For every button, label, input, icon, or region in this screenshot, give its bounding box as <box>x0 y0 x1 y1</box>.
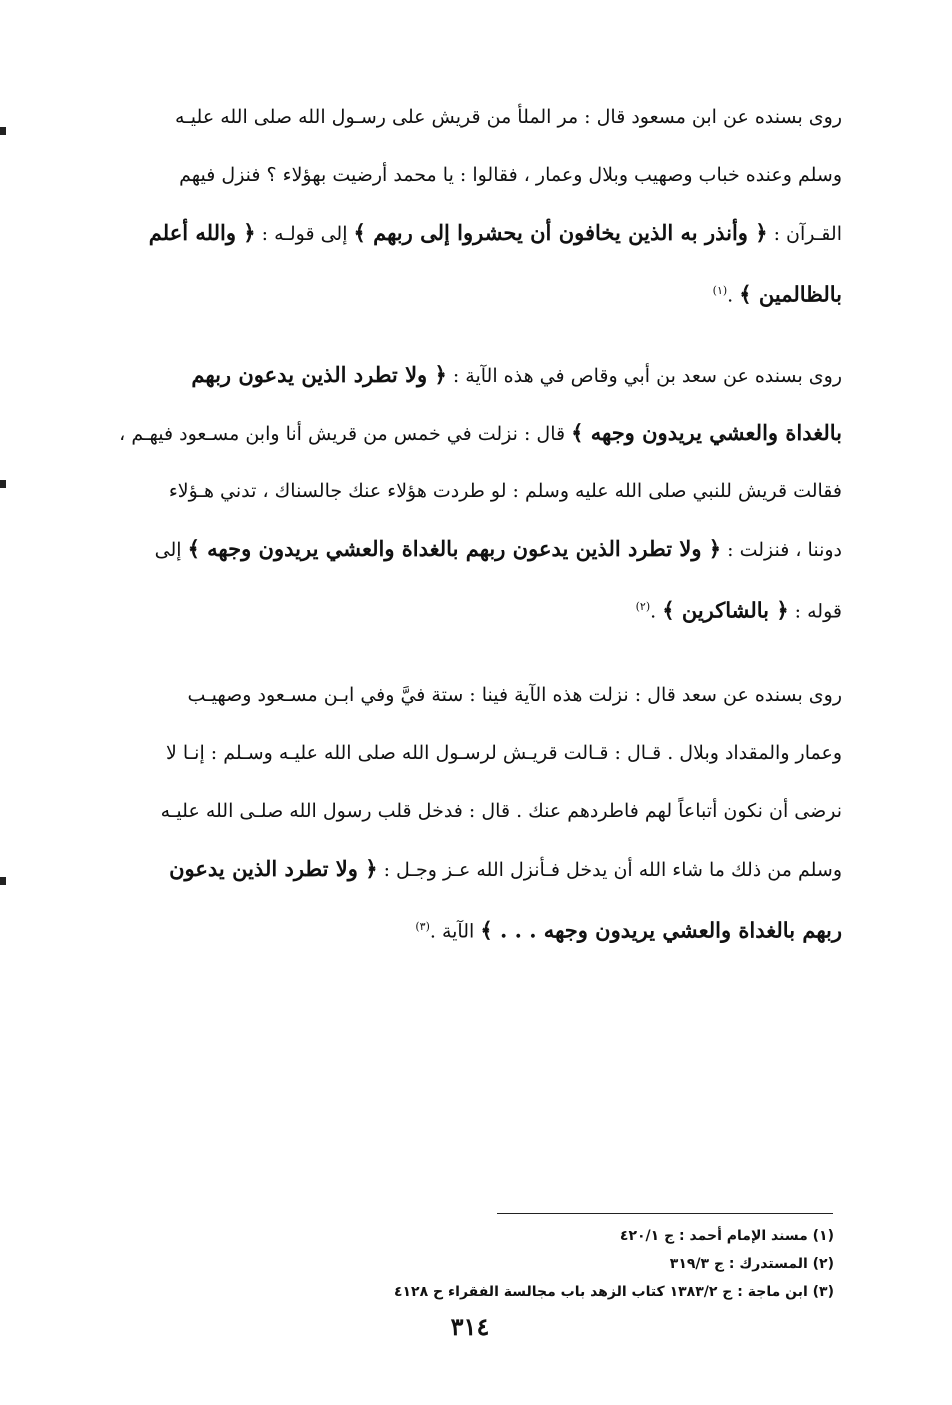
text-line <box>80 204 842 262</box>
text-line <box>80 346 842 404</box>
text-line <box>80 88 842 146</box>
margin-mark <box>0 480 6 488</box>
text-line <box>80 462 842 520</box>
quran-quote: ﴿ وأنذر به الذين يخافون أن يحشروا إلى ربهم ﴾ <box>353 220 768 245</box>
text-line <box>80 840 842 898</box>
text-segment: روى بسنده عن سعد قال : نزلت هذه الآية فينا : ستة فيَّ وفي ابـن مسـعود وصهيـب <box>187 684 842 706</box>
margin-mark <box>0 127 6 135</box>
text-segment: . <box>727 284 740 307</box>
paragraph-1 <box>80 88 842 320</box>
text-segment: القـرآن : <box>767 223 842 245</box>
text-line <box>80 724 842 782</box>
quran-quote: ﴿ ولا تطرد الذين يدعون ربهم بالغداة والعشي يريدون وجهه ﴾ <box>187 536 722 561</box>
text-line <box>80 404 842 462</box>
text-segment: روى بسنده عن سعد بن أبي وقاص في هذه الآية : <box>446 365 842 387</box>
quran-quote: ﴿ والله أعلم <box>148 220 256 245</box>
text-segment: قال : نزلت في خمس من قريش أنا وابن مسـعود فيهـم ، <box>119 423 572 445</box>
text-segment: وسلم من ذلك ما شاء الله أن يدخل فـأنزل الله عـز وجـل : <box>377 859 842 881</box>
text-line <box>80 782 842 840</box>
text-line <box>80 520 842 578</box>
text-segment: قوله : <box>788 600 842 623</box>
text-segment: نرضى أن نكون أتباعاً لهم فاطردهم عنك . قال : فدخل قلب رسول الله صلـى الله عليـه <box>160 800 842 822</box>
text-segment: فقالت قريش للنبي صلى الله عليه وسلم : لو طردت هؤلاء عنك جالسناك ، تدني هـؤلاء <box>168 480 842 502</box>
text-line <box>80 666 842 724</box>
quran-quote: ﴿ ولا تطرد الذين يدعون ربهم <box>191 362 447 387</box>
quran-quote: ﴿ بالشاكرين ﴾ <box>662 597 789 623</box>
margin-mark <box>0 877 6 885</box>
footnote-ref: (٣) <box>415 920 430 933</box>
text-segment: وعمار والمقداد وبلال . قـال : قـالت قريـش لرسـول الله صلى الله عليـه وسـلم : إنـا لا <box>165 742 842 764</box>
paragraph-2 <box>80 346 842 636</box>
footnote-3: (٣) ابن ماجة : ج ١٣٨٣/٢ كتاب الزهد باب مجالسة الفقراء ح ٤١٢٨ <box>393 1284 834 1300</box>
footnote-separator <box>497 1213 833 1214</box>
quran-quote: ربهم بالغداة والعشي يريدون وجهه . . . ﴾ <box>480 917 842 943</box>
footnote-2: (٢) المستدرك : ج ٣١٩/٣ <box>669 1256 834 1272</box>
text-segment: دوننا ، فنزلت : <box>721 539 842 561</box>
text-segment: . <box>650 600 663 623</box>
footnote-1: (١) مسند الإمام أحمد : ج ٤٢٠/١ <box>619 1228 834 1244</box>
footnote-ref: (١) <box>712 284 728 297</box>
text-line <box>80 146 842 204</box>
text-segment: إلى <box>154 539 188 561</box>
text-segment: إلى قولـه : <box>255 223 354 245</box>
quran-quote: ﴿ ولا تطرد الذين يدعون <box>169 856 378 881</box>
footnotes <box>380 1222 834 1306</box>
text-segment: روى بسنده عن ابن مسعود قال : مر الملأ من قريش على رسـول الله صلى الله عليـه <box>175 106 842 128</box>
page-number: ٣١٤ <box>450 1312 490 1341</box>
paragraph-3 <box>80 666 842 956</box>
text-line <box>80 262 842 320</box>
footnote-ref: (٢) <box>635 600 651 613</box>
quran-quote: بالغداة والعشي يريدون وجهه ﴾ <box>571 420 842 445</box>
quran-quote: بالظالمين ﴾ <box>739 281 842 307</box>
text-line <box>80 578 842 636</box>
text-segment: وسلم وعنده خباب وصهيب وبلال وعمار ، فقالوا : يا محمد أرضيت بهؤلاء ؟ فنزل فيهم <box>179 164 842 186</box>
text-segment: الآية . <box>429 920 481 943</box>
text-line <box>80 898 842 956</box>
